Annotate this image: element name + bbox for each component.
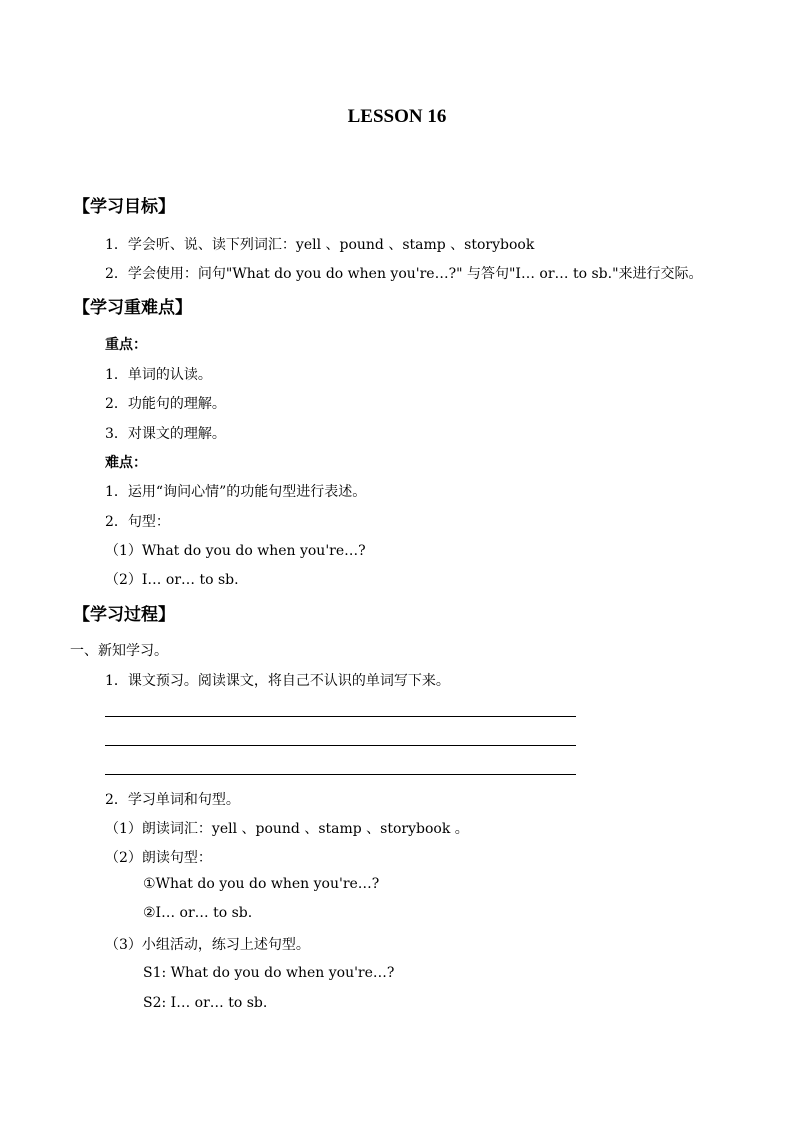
answer-line-1[interactable]	[105, 716, 576, 717]
section-heading-goals: 【学习目标】	[73, 197, 175, 217]
goal-item-2: 2．学会使用：问句"What do you do when you're…?" 与答句"I… or… to sb."来进行交际。	[105, 266, 703, 282]
step-words-sentences: 2．学习单词和句型。	[105, 792, 240, 808]
sentence-1: ①What do you do when you're…?	[143, 876, 380, 892]
section-heading-key-points: 【学习重难点】	[73, 298, 192, 318]
step-preview: 1．课文预习。阅读课文，将自己不认识的单词写下来。	[105, 673, 450, 689]
key-item-2: 2．功能句的理解。	[105, 396, 226, 412]
difficult-label: 难点：	[105, 455, 147, 471]
key-label: 重点：	[105, 337, 147, 353]
key-item-3: 3．对课文的理解。	[105, 426, 226, 442]
difficult-item-3: （1）What do you do when you're…?	[105, 543, 366, 559]
dialog-line-2: S2: I… or… to sb.	[143, 995, 268, 1011]
key-item-1: 1．单词的认读。	[105, 367, 212, 383]
sub-read-sentences: （2）朗读句型：	[105, 850, 212, 866]
difficult-item-2: 2．句型：	[105, 514, 170, 530]
page-title: LESSON 16	[347, 106, 447, 127]
sentence-2: ②I… or… to sb.	[143, 905, 253, 921]
answer-line-3[interactable]	[105, 774, 576, 775]
answer-line-2[interactable]	[105, 745, 576, 746]
dialog-line-1: S1: What do you do when you're…?	[143, 965, 395, 981]
sub-group-activity: （3）小组活动，练习上述句型。	[105, 937, 310, 953]
difficult-item-4: （2）I… or… to sb.	[105, 572, 239, 588]
section-heading-process: 【学习过程】	[73, 605, 175, 625]
goal-item-1: 1．学会听、说、读下列词汇：yell 、pound 、stamp 、storybook	[105, 237, 535, 253]
difficult-item-1: 1．运用“询问心情”的功能句型进行表述。	[105, 484, 367, 500]
sub-read-words: （1）朗读词汇：yell 、pound 、stamp 、storybook 。	[105, 821, 469, 837]
part-new-learning: 一、新知学习。	[70, 643, 168, 659]
